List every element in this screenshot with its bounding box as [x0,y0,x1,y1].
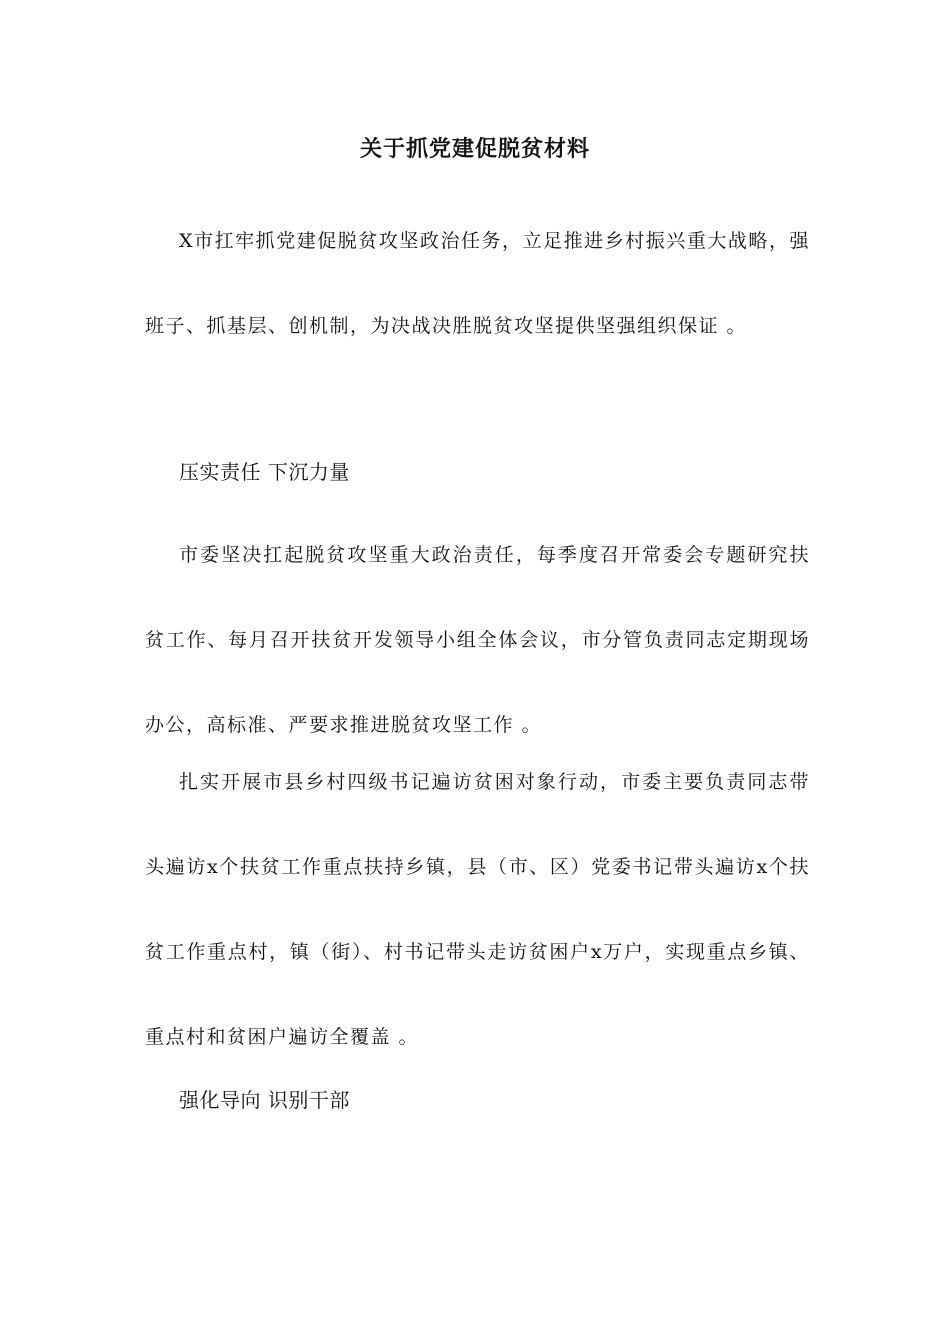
document-title: 关于抓党建促脱贫材料 [359,136,590,162]
responsibility-paragraph-2: 扎实开展市县乡村四级书记遍访贫困对象行动，市委主要负责同志带头遍访x个扶贫工作重点扶持乡镇，县（市、区）党委书记带头遍访x个扶贫工作重点村，镇（街）、村书记带头走访贫困户x万户，实现重点乡镇、重点村和贫困户遍访全覆盖 。 [145,771,810,1048]
section-heading-cadres: 强化导向 识别干部 [179,1088,350,1112]
section-heading-responsibility: 压实责任 下沉力量 [179,460,350,484]
responsibility-paragraph-1: 市委坚决扛起脱贫攻坚重大政治责任，每季度召开常委会专题研究扶贫工作、每月召开扶贫开发领导小组全体会议，市分管负责同志定期现场办公，高标准、严要求推进脱贫攻坚工作 。 [145,544,810,736]
intro-paragraph: X市扛牢抓党建促脱贫攻坚政治任务，立足推进乡村振兴重大战略，强班子、抓基层、创机制，为决战决胜脱贫攻坚提供坚强组织保证 。 [145,230,810,337]
